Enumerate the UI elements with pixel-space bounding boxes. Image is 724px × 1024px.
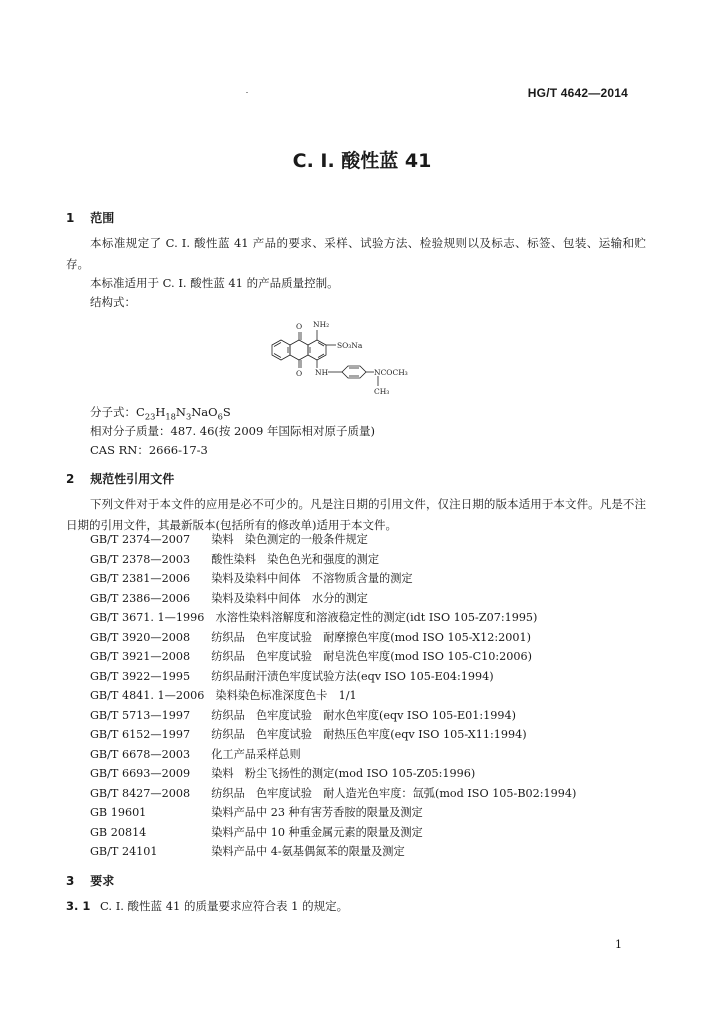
scan-speck: [246, 92, 248, 93]
reference-title: 酸性染料 染色色光和强度的测定: [211, 552, 380, 566]
reference-code: GB/T 3920—2008: [90, 630, 191, 644]
reference-title: 化工产品采样总则: [211, 747, 301, 761]
reference-title: 染料及染料中间体 不溶物质含量的测定: [211, 572, 413, 585]
section-title: 要求: [90, 874, 115, 888]
reference-code: GB/T 3921—2008: [90, 650, 191, 663]
reference-code: GB/T 24101: [90, 845, 158, 858]
reference-title: 染料产品中 4-氨基偶氮苯的限量及测定: [211, 845, 405, 858]
reference-item: [90, 803, 576, 823]
clause-text: C. I. 酸性蓝 41 的质量要求应符合表 1 的规定。: [100, 899, 349, 913]
section-number: 3: [66, 874, 75, 888]
standard-number: HG/T 4642—2014: [527, 86, 628, 100]
reference-item: [90, 784, 576, 804]
reference-item: [90, 667, 576, 687]
reference-item: [90, 589, 576, 609]
reference-title: 纺织品 色牢度试验 耐人造光色牢度：氙弧(mod ISO 105-B02:1994): [211, 786, 577, 800]
reference-item: [90, 569, 576, 589]
reference-code: GB/T 5713—1997: [90, 708, 191, 722]
reference-title: 染料 染色测定的一般条件规定: [211, 533, 368, 546]
anthraquinone-rings: [272, 330, 378, 386]
reference-item: [90, 842, 576, 862]
cas-number: CAS RN：2666-17-3: [90, 443, 208, 457]
reference-code: GB/T 4841. 1—2006: [90, 689, 205, 702]
carbonyl-o-top: O: [296, 322, 303, 331]
reference-code: GB/T 2386—2006: [90, 591, 191, 605]
reference-title: 染料产品中 10 种重金属元素的限量及测定: [211, 825, 423, 839]
document-title: C. I. 酸性蓝 41: [292, 150, 432, 172]
reference-item: [90, 686, 576, 706]
reference-title: 染料产品中 23 种有害芳香胺的限量及测定: [211, 806, 423, 819]
reference-code: GB/T 2374—2007: [90, 533, 191, 546]
reference-title: 纺织品 色牢度试验 耐热压色牢度(eqv ISO 105-X11:1994): [211, 728, 527, 741]
reference-title: 染料染色标准深度色卡 1/1: [215, 689, 357, 702]
imino-group: NH: [315, 368, 329, 377]
section-3-heading: [66, 872, 114, 889]
reference-item: [90, 608, 576, 628]
reference-code: GB/T 8427—2008: [90, 786, 191, 800]
section-title: 范围: [90, 211, 115, 225]
page-number: 1: [615, 938, 622, 951]
requirement-clause: [66, 898, 348, 914]
acetamido-group: NCOCH₃: [374, 368, 408, 377]
reference-code: GB/T 6678—2003: [90, 747, 191, 761]
reference-title: 纺织品 色牢度试验 耐水色牢度(eqv ISO 105-E01:1994): [211, 708, 516, 722]
reference-item: [90, 647, 576, 667]
scope-paragraph-1: 本标准规定了 C. I. 酸性蓝 41 产品的要求、采样、试验方法、检验规则以及标志、标签、包装、运输和贮存。: [66, 236, 646, 271]
references-intro: 下列文件对于本文件的应用是必不可少的。凡是注日期的引用文件，仅注日期的版本适用于本文件。凡是不注日期的引用文件，其最新版本(包括所有的修改单)适用于本文件。: [66, 497, 646, 532]
section-2-heading: [66, 470, 174, 487]
reference-title: 纺织品耐汗渍色牢度试验方法(eqv ISO 105-E04:1994): [211, 669, 494, 683]
reference-title: 染料及染料中间体 水分的测定: [211, 591, 368, 605]
reference-item: [90, 725, 576, 745]
reference-item: [90, 550, 576, 570]
structural-formula: [262, 308, 412, 400]
amino-group: NH₂: [313, 320, 330, 329]
methyl-group: CH₃: [374, 387, 390, 396]
molecular-formula: 分子式：$C_{23}H_{18}N_3NaO_6S$: [90, 405, 231, 422]
reference-item: [90, 823, 576, 843]
reference-title: 水溶性染料溶解度和溶液稳定性的测定(idt ISO 105-Z07:1995): [215, 611, 538, 624]
reference-title: 染料 粉尘飞扬性的测定(mod ISO 105-Z05:1996): [211, 767, 476, 780]
reference-code: GB/T 6152—1997: [90, 728, 191, 741]
section-number: 1: [66, 211, 75, 225]
reference-code: GB/T 6693—2009: [90, 767, 191, 780]
carbonyl-o-bottom: O: [296, 369, 303, 378]
reference-item: [90, 628, 576, 648]
structure-label: 结构式：: [90, 295, 136, 309]
reference-code: GB/T 3671. 1—1996: [90, 611, 205, 624]
reference-item: [90, 706, 576, 726]
section-title: 规范性引用文件: [90, 472, 175, 486]
reference-item: [90, 745, 576, 765]
section-1-heading: [66, 209, 114, 226]
reference-code: GB/T 2378—2003: [90, 552, 191, 566]
reference-item: [90, 764, 576, 784]
reference-code: GB 19601: [90, 806, 147, 819]
reference-code: GB/T 2381—2006: [90, 572, 191, 585]
reference-title: 纺织品 色牢度试验 耐摩擦色牢度(mod ISO 105-X12:2001): [211, 630, 531, 644]
reference-item: [90, 530, 576, 550]
sulfonate-group: SO₃Na: [337, 341, 363, 350]
reference-list: [90, 530, 576, 862]
section-number: 2: [66, 472, 75, 486]
reference-code: GB/T 3922—1995: [90, 669, 191, 683]
scope-paragraph-2: 本标准适用于 C. I. 酸性蓝 41 的产品质量控制。: [90, 276, 339, 290]
clause-number: 3. 1: [66, 899, 91, 913]
reference-code: GB 20814: [90, 825, 147, 839]
molecular-mass: 相对分子质量：487. 46(按 2009 年国际相对原子质量): [90, 424, 375, 438]
reference-title: 纺织品 色牢度试验 耐皂洗色牢度(mod ISO 105-C10:2006): [211, 650, 532, 663]
